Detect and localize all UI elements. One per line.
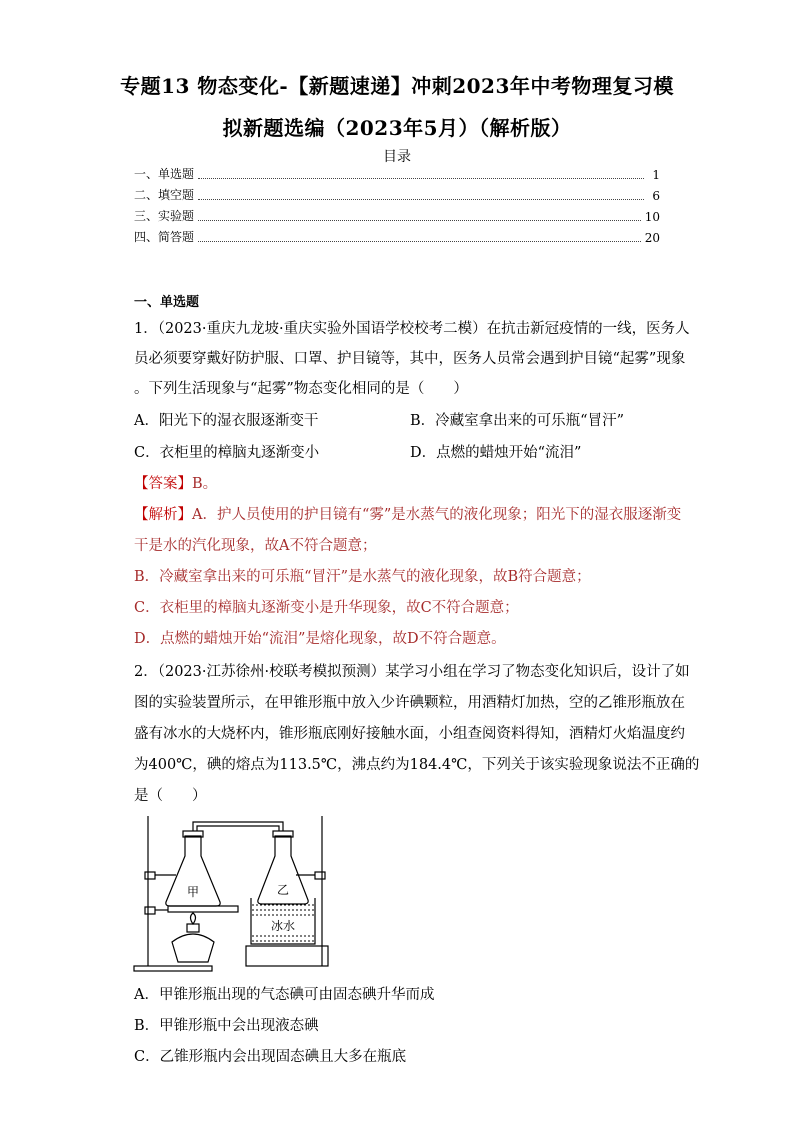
toc-entry-label: 二、填空题 <box>134 188 195 202</box>
lamp-flame <box>191 913 196 924</box>
toc-leader-dots <box>198 199 644 200</box>
question-2-text: 盛有冰水的大烧杯内，锥形瓶底刚好接触水面，小组查阅资料得知，酒精灯火焰温度约 <box>134 726 685 742</box>
experiment-apparatus-figure <box>128 814 333 974</box>
toc-title: 目录 <box>383 149 411 165</box>
section-heading: 一、单选题 <box>134 295 200 310</box>
toc-leader-dots <box>198 178 644 179</box>
right-clamp <box>315 872 325 879</box>
answer-value: B。 <box>192 476 218 492</box>
question-2-text: 2．（2023·江苏徐州·校联考模拟预测）某学习小组在学习了物态变化知识后，设计了如 <box>134 664 690 680</box>
left-ring-clamp <box>145 907 155 914</box>
question-2-text: 图的实验装置所示，在甲锥形瓶中放入少许碘颗粒，用酒精灯加热，空的乙锥形瓶放在 <box>134 695 685 711</box>
analysis-text: C．衣柜里的樟脑丸逐渐变小是升华现象，故C不符合题意； <box>134 600 519 616</box>
document-title-line-1: 专题13 物态变化-【新题速递】冲刺2023年中考物理复习模 <box>120 74 674 98</box>
left-stand-base <box>134 966 212 971</box>
question-1-text: 1．（2023·重庆九龙坡·重庆实验外国语学校校考二模）在抗击新冠疫情的一线，医务人 <box>134 321 690 337</box>
question-2-option-c: C．乙锥形瓶内会出现固态碘且大多在瓶底 <box>134 1049 407 1065</box>
toc-entry-label: 一、单选题 <box>134 167 195 181</box>
toc-entry[interactable] <box>134 187 660 203</box>
toc-entry[interactable] <box>134 208 660 224</box>
wire-gauze <box>168 906 238 912</box>
question-1-option-a: A．阳光下的湿衣服逐渐变干 <box>134 413 319 429</box>
document-title-line-2: 拟新题选编（2023年5月）（解析版） <box>222 116 572 140</box>
analysis-text: A．护人员使用的护目镜有“雾”是水蒸气的液化现象；阳光下的湿衣服逐渐变 <box>192 507 682 523</box>
toc-entry[interactable] <box>134 229 660 245</box>
ice-water-label: 冰水 <box>270 919 296 933</box>
analysis-text: D．点燃的蜡烛开始“流泪”是熔化现象，故D不符合题意。 <box>134 631 506 647</box>
toc-leader-dots <box>198 241 641 242</box>
flask-a-label: 甲 <box>186 885 200 899</box>
question-1-option-d: D．点燃的蜡烛开始“流泪” <box>410 445 582 461</box>
toc-entry-page: 10 <box>644 210 660 224</box>
toc-entry-label: 三、实验题 <box>134 209 195 223</box>
question-2-option-b: B．甲锥形瓶中会出现液态碘 <box>134 1018 319 1034</box>
question-1-analysis <box>134 503 681 524</box>
left-clamp <box>145 872 155 879</box>
toc-entry-page: 1 <box>652 168 660 182</box>
toc-entry[interactable] <box>134 166 660 182</box>
alcohol-lamp <box>172 934 214 962</box>
connecting-tube-inner <box>197 826 279 831</box>
question-2-text: 为400℃，碘的熔点为113.5℃，沸点约为184.4℃，下列关于该实验现象说法不正确的 <box>134 757 700 773</box>
apparatus-drawing <box>128 814 333 974</box>
question-1-text: 员必须要穿戴好防护服、口罩、护目镜等，其中，医务人员常会遇到护目镜“起雾”现象 <box>134 351 686 367</box>
question-1-option-c: C．衣柜里的樟脑丸逐渐变小 <box>134 445 320 461</box>
question-2-text: 是（ ） <box>134 788 207 804</box>
answer-tag: 【答案】 <box>134 476 192 492</box>
toc-entry-page: 6 <box>652 189 660 203</box>
question-1-option-b: B．冷藏室拿出来的可乐瓶“冒汗” <box>410 413 624 429</box>
question-1-answer <box>134 472 217 493</box>
analysis-tag: 【解析】 <box>134 507 192 523</box>
analysis-text: 干是水的汽化现象，故A不符合题意； <box>134 538 377 554</box>
beaker-stand <box>246 946 328 966</box>
question-1-text: 。下列生活现象与“起雾”物态变化相同的是（ ） <box>134 381 468 397</box>
lamp-wick-holder <box>187 924 199 932</box>
question-2-option-a: A．甲锥形瓶出现的气态碘可由固态碘升华而成 <box>134 987 435 1003</box>
toc-entry-page: 20 <box>644 231 660 245</box>
flask-b-label: 乙 <box>276 883 290 897</box>
toc-entry-label: 四、简答题 <box>134 230 195 244</box>
toc-leader-dots <box>198 220 641 221</box>
analysis-text: B．冷藏室拿出来的可乐瓶“冒汗”是水蒸气的液化现象，故B符合题意； <box>134 569 591 585</box>
